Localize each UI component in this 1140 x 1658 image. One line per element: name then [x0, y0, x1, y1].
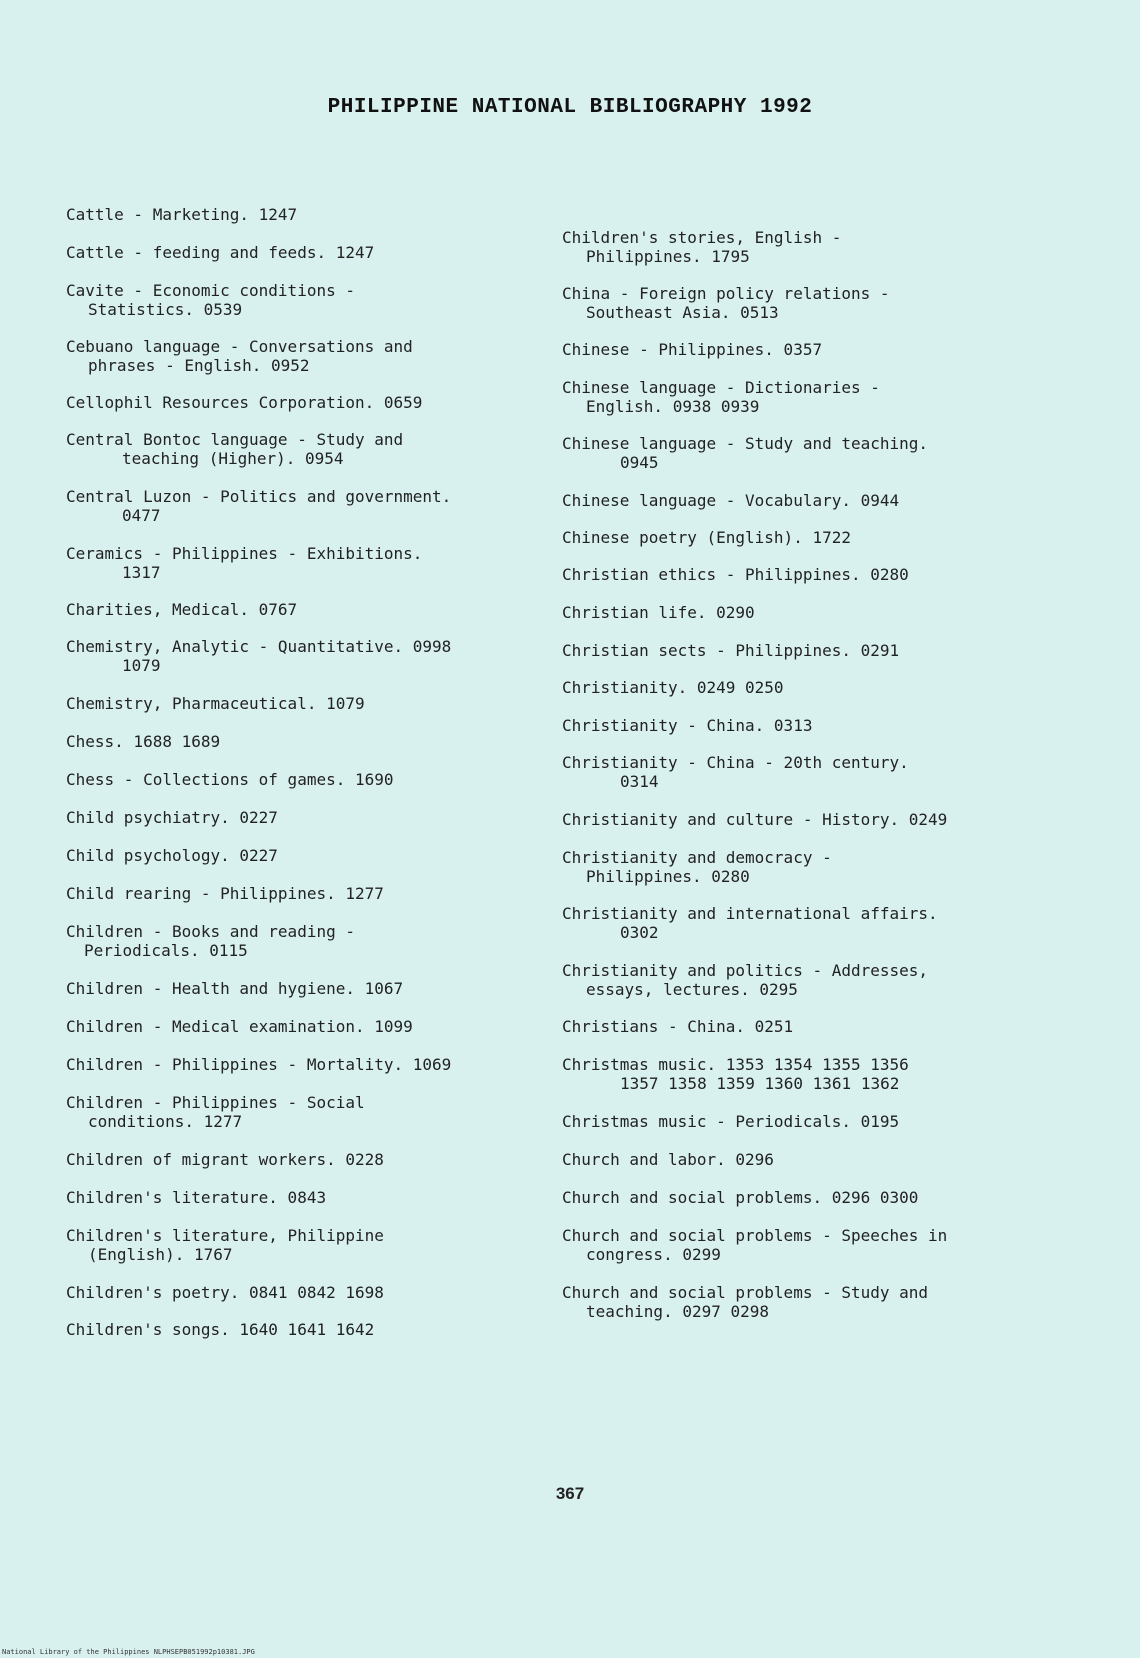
right-column-entry	[562, 491, 899, 510]
left-column-entry	[66, 770, 394, 789]
entry-continuation: conditions. 1277	[88, 1112, 243, 1131]
entry-heading: Cattle - Marketing. 1247	[66, 205, 298, 224]
entry-heading: Chinese - Philippines. 0357	[562, 340, 823, 359]
right-column-entry	[562, 1017, 793, 1036]
entry-continuation: teaching. 0297 0298	[586, 1302, 770, 1321]
entry-heading: Chinese language - Dictionaries -	[562, 378, 880, 397]
entry-continuation: English. 0938 0939	[586, 397, 760, 416]
left-column-entry	[66, 694, 365, 713]
left-column-entry	[66, 487, 451, 525]
right-column-entry	[562, 1112, 899, 1131]
left-column-entry	[66, 243, 374, 262]
entry-continuation: 1357 1358 1359 1360 1361 1362	[620, 1074, 900, 1093]
left-column-entry	[66, 1017, 413, 1036]
entry-heading: Charities, Medical. 0767	[66, 600, 298, 619]
entry-continuation: 1317	[122, 563, 161, 582]
entry-heading: Christmas music - Periodicals. 0195	[562, 1112, 900, 1131]
entry-continuation: Philippines. 0280	[586, 867, 750, 886]
entry-heading: Christianity. 0249 0250	[562, 678, 784, 697]
entry-heading: Christianity and politics - Addresses,	[562, 961, 929, 980]
left-column-entry	[66, 1226, 384, 1264]
entry-heading: Children's literature, Philippine	[66, 1226, 384, 1245]
left-column-entry	[66, 808, 278, 827]
entry-continuation: teaching (Higher). 0954	[122, 449, 344, 468]
entry-continuation: 1079	[122, 656, 161, 675]
entry-heading: Children - Philippines - Social	[66, 1093, 365, 1112]
entry-heading: Children - Books and reading -	[66, 922, 355, 941]
right-column-entry	[562, 641, 899, 660]
right-column-entry	[562, 603, 755, 622]
entry-heading: Christians - China. 0251	[562, 1017, 794, 1036]
entry-continuation: 0302	[620, 923, 659, 942]
left-column-entry	[66, 1283, 384, 1302]
right-column-entry	[562, 1055, 909, 1093]
right-column-entry	[562, 753, 909, 791]
entry-continuation: phrases - English. 0952	[88, 356, 310, 375]
entry-continuation: Statistics. 0539	[88, 300, 243, 319]
left-column-entry	[66, 1150, 384, 1169]
right-column-entry	[562, 528, 851, 547]
right-column-entry	[562, 1188, 918, 1207]
entry-heading: Child psychiatry. 0227	[66, 808, 278, 827]
right-column-entry	[562, 904, 938, 942]
entry-heading: Chemistry, Analytic - Quantitative. 0998	[66, 637, 452, 656]
right-column-entry	[562, 961, 928, 999]
right-column-entry	[562, 716, 812, 735]
entry-heading: Christian ethics - Philippines. 0280	[562, 565, 909, 584]
entry-continuation: Philippines. 1795	[586, 247, 750, 266]
right-column-entry	[562, 284, 890, 322]
entry-heading: Chinese language - Study and teaching.	[562, 434, 929, 453]
right-column-entry	[562, 1226, 947, 1264]
entry-heading: Christian sects - Philippines. 0291	[562, 641, 900, 660]
footer-credit: National Library of the Philippines NLPHSEPB051992p10381.JPG	[2, 1648, 255, 1656]
right-column-entry	[562, 340, 822, 359]
right-column-entry	[562, 848, 832, 886]
entry-heading: Cellophil Resources Corporation. 0659	[66, 393, 423, 412]
entry-continuation: Southeast Asia. 0513	[586, 303, 779, 322]
left-column-entry	[66, 337, 413, 375]
entry-heading: Children - Medical examination. 1099	[66, 1017, 413, 1036]
entry-heading: Chinese language - Vocabulary. 0944	[562, 491, 900, 510]
right-column-entry	[562, 1283, 928, 1321]
entry-heading: Church and social problems - Study and	[562, 1283, 929, 1302]
entry-heading: Children's poetry. 0841 0842 1698	[66, 1283, 384, 1302]
entry-heading: Church and social problems - Speeches in	[562, 1226, 948, 1245]
entry-heading: Chess. 1688 1689	[66, 732, 221, 751]
entry-heading: China - Foreign policy relations -	[562, 284, 890, 303]
right-column-entry	[562, 378, 880, 416]
entry-heading: Central Bontoc language - Study and	[66, 430, 404, 449]
entry-heading: Children's songs. 1640 1641 1642	[66, 1320, 375, 1339]
entry-heading: Christianity - China. 0313	[562, 716, 813, 735]
right-column-entry	[562, 434, 928, 472]
entry-heading: Central Luzon - Politics and government.	[66, 487, 452, 506]
entry-heading: Child rearing - Philippines. 1277	[66, 884, 384, 903]
page-number: 367	[555, 1484, 585, 1503]
entry-heading: Church and social problems. 0296 0300	[562, 1188, 919, 1207]
entry-continuation: Periodicals. 0115	[84, 941, 248, 960]
entry-continuation: 0945	[620, 453, 659, 472]
entry-heading: Children's literature. 0843	[66, 1188, 327, 1207]
left-column-entry	[66, 281, 355, 319]
entry-heading: Children - Philippines - Mortality. 1069	[66, 1055, 452, 1074]
left-column-entry	[66, 393, 422, 412]
left-column-entry	[66, 544, 422, 582]
entry-heading: Child psychology. 0227	[66, 846, 278, 865]
right-column-entry	[562, 810, 947, 829]
left-column-entry	[66, 846, 278, 865]
right-column-entry	[562, 1150, 774, 1169]
entry-continuation: 0477	[122, 506, 161, 525]
entry-heading: Christianity and culture - History. 0249	[562, 810, 948, 829]
page-title: PHILIPPINE NATIONAL BIBLIOGRAPHY 1992	[327, 96, 813, 119]
entry-heading: Christianity and international affairs.	[562, 904, 938, 923]
left-column-entry	[66, 732, 220, 751]
left-column-entry	[66, 637, 451, 675]
entry-continuation: (English). 1767	[88, 1245, 233, 1264]
left-column-entry	[66, 922, 355, 960]
entry-heading: Christianity and democracy -	[562, 848, 832, 867]
entry-heading: Cattle - feeding and feeds. 1247	[66, 243, 375, 262]
entry-heading: Children - Health and hygiene. 1067	[66, 979, 404, 998]
left-column-entry	[66, 600, 297, 619]
entry-heading: Christianity - China - 20th century.	[562, 753, 909, 772]
left-column-entry	[66, 205, 297, 224]
entry-heading: Children of migrant workers. 0228	[66, 1150, 384, 1169]
left-column-entry	[66, 979, 403, 998]
entry-continuation: congress. 0299	[586, 1245, 721, 1264]
left-column-entry	[66, 1320, 374, 1339]
entry-heading: Christmas music. 1353 1354 1355 1356	[562, 1055, 909, 1074]
left-column-entry	[66, 1093, 365, 1131]
entry-heading: Cebuano language - Conversations and	[66, 337, 413, 356]
entry-heading: Chemistry, Pharmaceutical. 1079	[66, 694, 365, 713]
entry-heading: Church and labor. 0296	[562, 1150, 774, 1169]
right-column-entry	[562, 565, 909, 584]
left-column-entry	[66, 1188, 326, 1207]
entry-heading: Children's stories, English -	[562, 228, 842, 247]
entry-heading: Chinese poetry (English). 1722	[562, 528, 851, 547]
entry-heading: Christian life. 0290	[562, 603, 755, 622]
left-column-entry	[66, 884, 384, 903]
left-column-entry	[66, 430, 403, 468]
left-column-entry	[66, 1055, 451, 1074]
entry-heading: Ceramics - Philippines - Exhibitions.	[66, 544, 423, 563]
entry-heading: Chess - Collections of games. 1690	[66, 770, 394, 789]
right-column-entry	[562, 678, 784, 697]
entry-heading: Cavite - Economic conditions -	[66, 281, 355, 300]
right-column-entry	[562, 228, 841, 266]
entry-continuation: 0314	[620, 772, 659, 791]
entry-continuation: essays, lectures. 0295	[586, 980, 798, 999]
